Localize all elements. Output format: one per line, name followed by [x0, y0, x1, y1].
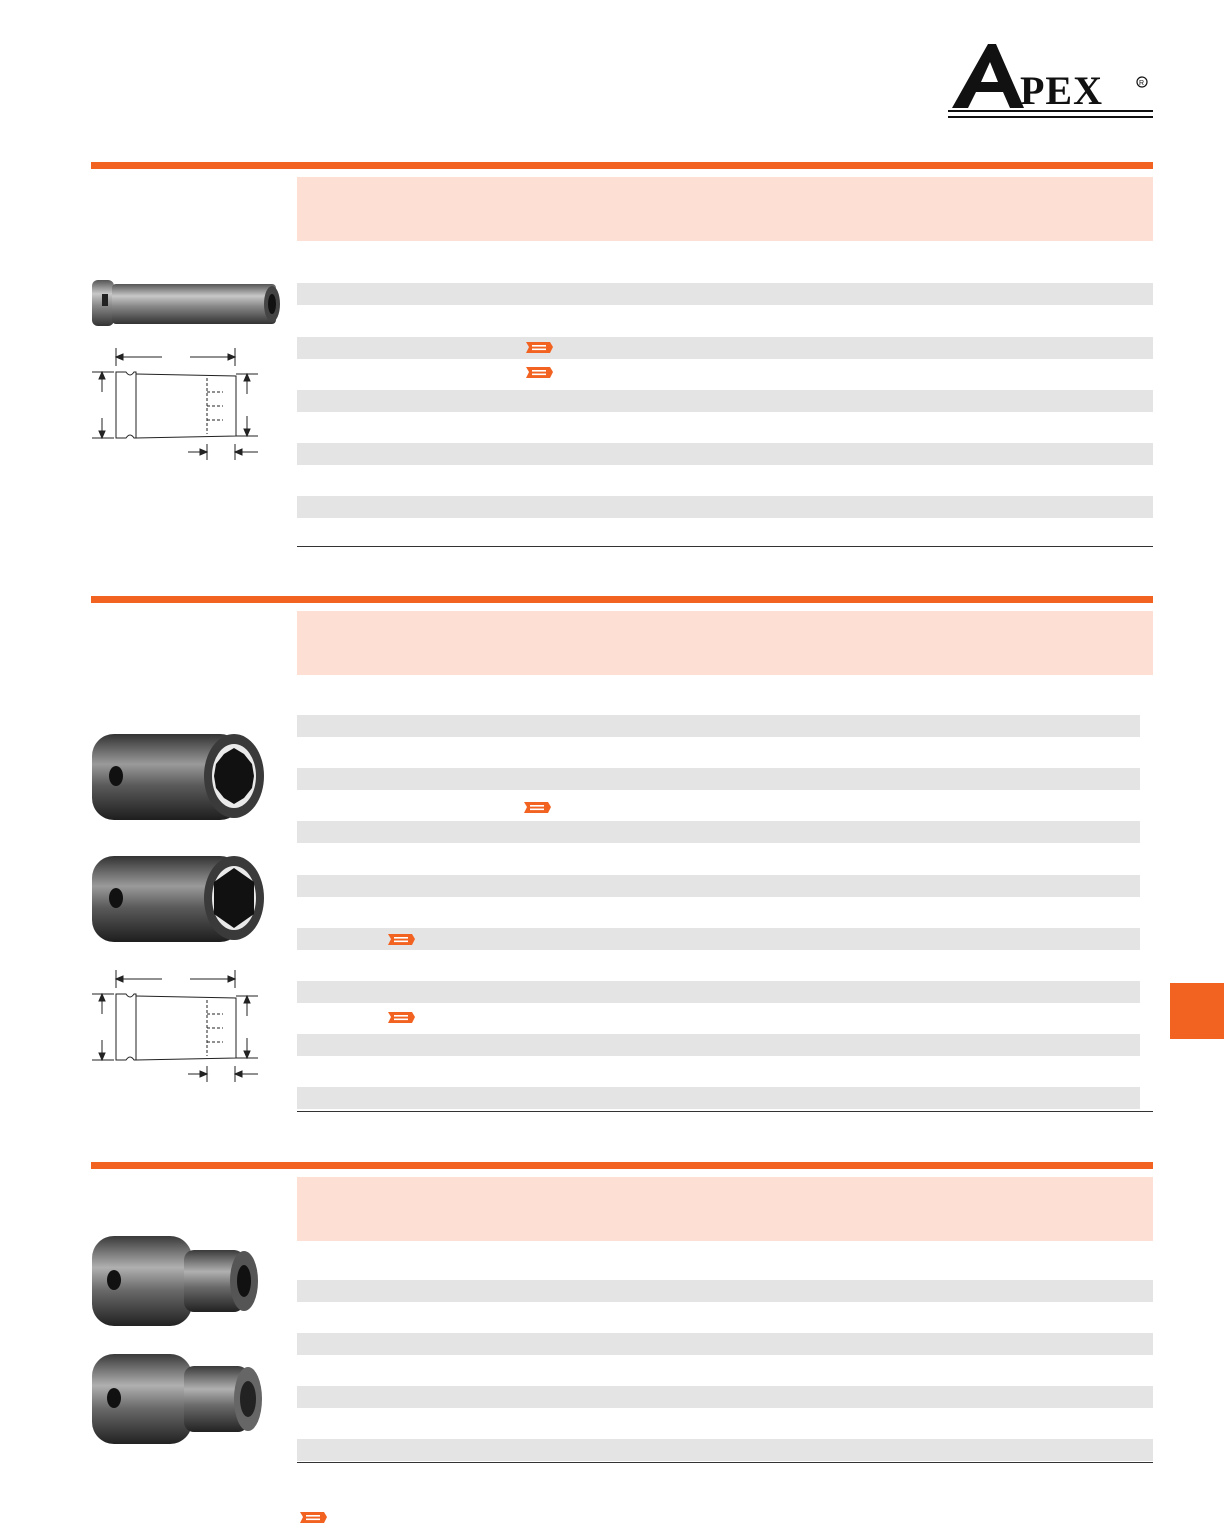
- table-header-band: [297, 611, 1153, 675]
- table-row: [297, 1087, 1140, 1109]
- table-row: [297, 496, 1153, 518]
- section-rule: [91, 596, 1153, 603]
- rapid-select-badge-icon: [524, 340, 554, 355]
- table-row: [297, 390, 1153, 412]
- table-row: [297, 1386, 1153, 1408]
- table-row: [297, 715, 1140, 737]
- section-rule: [91, 1162, 1153, 1169]
- socket-dimension-diagram: [90, 344, 262, 462]
- table-row: [297, 1333, 1153, 1355]
- apex-logo: [948, 40, 1158, 120]
- svg-text:PEX: PEX: [1020, 68, 1103, 113]
- svg-text:R: R: [1139, 80, 1145, 87]
- 12-point-socket-photo: [88, 728, 268, 824]
- table-row: [297, 1280, 1153, 1302]
- table-row: [297, 283, 1153, 305]
- 6-point-socket-photo: [88, 850, 268, 946]
- table-row: [297, 443, 1153, 465]
- deep-socket-photo: [90, 272, 282, 332]
- table-row: [297, 337, 1153, 359]
- table-row: [297, 768, 1140, 790]
- table-row: [297, 928, 1140, 950]
- rapid-select-badge-icon: [524, 365, 554, 380]
- rapid-select-badge-icon: [386, 1010, 416, 1025]
- step-down-socket-photo: [88, 1230, 268, 1330]
- rapid-select-badge-icon: [522, 800, 552, 815]
- table-bottom-rule: [297, 1111, 1153, 1112]
- table-header-band: [297, 177, 1153, 241]
- rapid-select-badge-icon: [298, 1510, 328, 1525]
- rapid-select-badge-icon: [386, 932, 416, 947]
- table-bottom-rule: [297, 1462, 1153, 1463]
- socket-dimension-diagram: [90, 966, 262, 1084]
- step-down-socket-photo: [88, 1348, 268, 1448]
- table-row: [297, 821, 1140, 843]
- table-row: [297, 981, 1140, 1003]
- table-row: [297, 875, 1140, 897]
- table-header-band: [297, 1177, 1153, 1241]
- table-bottom-rule: [297, 546, 1153, 547]
- section-rule: [91, 162, 1153, 169]
- table-row: [297, 1034, 1140, 1056]
- table-row: [297, 1439, 1153, 1461]
- section-side-tab: [1170, 983, 1224, 1039]
